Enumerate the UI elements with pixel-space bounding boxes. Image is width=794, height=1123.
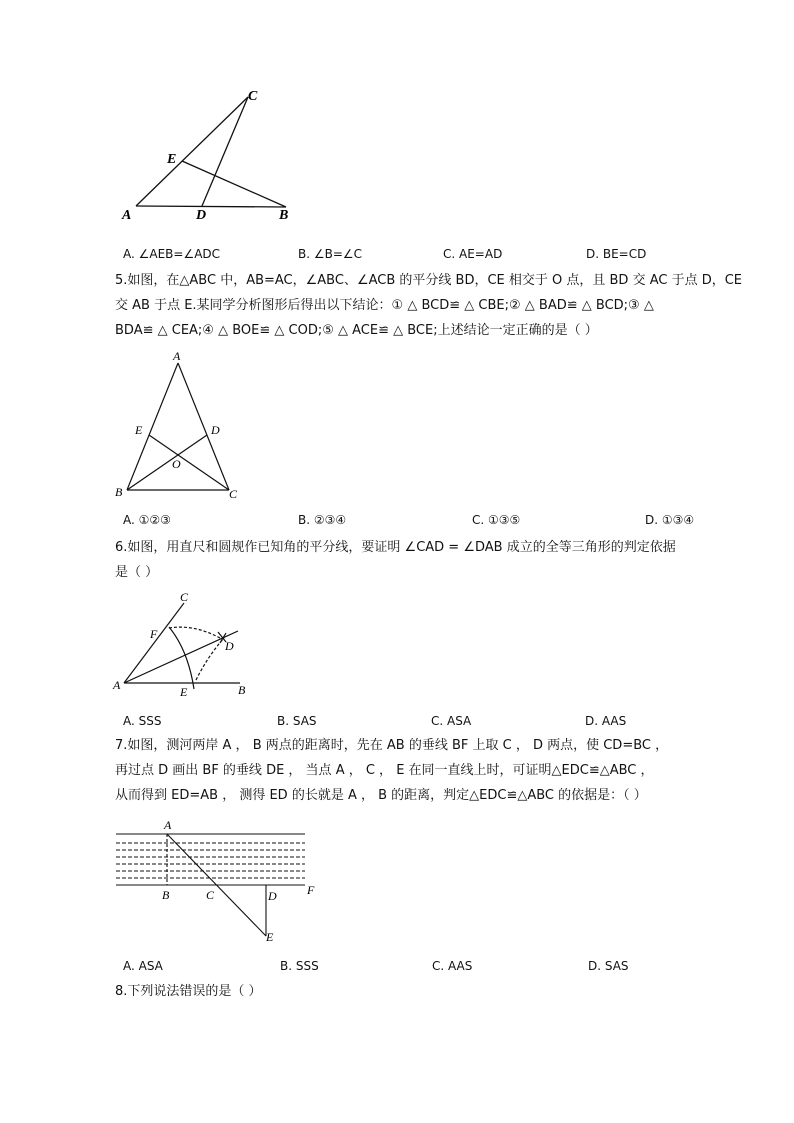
q5-label-c: C bbox=[229, 487, 238, 501]
q6-option-d: D. AAS bbox=[585, 714, 627, 728]
q5-line-2: 交 AB 于点 E.某同学分析图形后得出以下结论：① △ BCD≌ △ CBE;② △ BAD≌ △ BCD;③ △ bbox=[115, 298, 654, 313]
q6-label-e: E bbox=[180, 685, 188, 699]
q7-line-3: 从而得到 ED=AB ， 测得 ED 的长就是 A ， B 的距离，判定△EDC≌△ABC 的依据是：（ ） bbox=[115, 788, 647, 803]
q6-line-1: 6.如图，用直尺和圆规作已知角的平分线，要证明 ∠CAD = ∠DAB 成立的全等三角形的判定依据 bbox=[115, 540, 676, 555]
q6-option-c: C. ASA bbox=[431, 714, 472, 728]
q4-label-d: D bbox=[196, 208, 207, 223]
q6-label-c: C bbox=[180, 590, 189, 604]
q6-option-a: A. SSS bbox=[123, 714, 162, 728]
q4-segment-dc bbox=[202, 97, 248, 206]
q4-option-b: B. ∠B=∠C bbox=[298, 247, 363, 261]
q5-option-d: D. ①③④ bbox=[645, 513, 695, 527]
q7-label-e: E bbox=[266, 930, 274, 944]
q4-option-a: A. ∠AEB=∠ADC bbox=[123, 247, 221, 261]
q4-segment-eb bbox=[182, 161, 286, 207]
q4-figure bbox=[110, 80, 310, 230]
q7-label-c: C bbox=[206, 888, 215, 902]
q6-label-d: D bbox=[225, 639, 234, 653]
q4-label-e: E bbox=[167, 152, 177, 167]
q4-label-c: C bbox=[248, 89, 258, 104]
q6-option-b: B. SAS bbox=[277, 714, 317, 728]
q5-option-b: B. ②③④ bbox=[298, 513, 347, 527]
q5-label-b: B bbox=[115, 485, 123, 499]
q5-figure bbox=[110, 345, 250, 505]
q5-label-d: D bbox=[211, 423, 220, 437]
q6-label-b: B bbox=[238, 683, 246, 697]
q7-label-d: D bbox=[268, 889, 277, 903]
q5-segment-bd bbox=[127, 435, 207, 490]
q5-option-c: C. ①③⑤ bbox=[472, 513, 521, 527]
q6-line-2: 是（ ） bbox=[115, 565, 159, 580]
q5-label-a: A bbox=[173, 349, 181, 363]
q4-label-b: B bbox=[279, 208, 289, 223]
q7-option-d: D. SAS bbox=[588, 959, 629, 973]
q7-label-f: F bbox=[307, 883, 315, 897]
q6-label-f: F bbox=[150, 627, 158, 641]
q4-segment-ac bbox=[136, 97, 248, 206]
q5-option-a: A. ①②③ bbox=[123, 513, 171, 527]
q7-line-1: 7.如图，测河两岸 A ， B 两点的距离时，先在 AB 的垂线 BF 上取 C ， D 两点，使 CD=BC ， bbox=[115, 738, 669, 753]
q5-line-1: 5.如图，在△ABC 中，AB=AC，∠ABC、∠ACB 的平分线 BD，CE 相交于 O 点，且 BD 交 AC 于点 D，CE bbox=[115, 273, 743, 288]
q6-label-a: A bbox=[113, 678, 121, 692]
q5-line-3: BDA≌ △ CEA;④ △ BOE≌ △ COD;⑤ △ ACE≌ △ BCE;上述结论一定正确的是（ ） bbox=[115, 323, 598, 338]
q5-segment-ce bbox=[149, 435, 229, 490]
q7-label-a: A bbox=[164, 818, 172, 832]
q7-option-c: C. AAS bbox=[432, 959, 473, 973]
q8-line-1: 8.下列说法错误的是（ ） bbox=[115, 984, 262, 999]
q4-option-c: C. AE=AD bbox=[443, 247, 503, 261]
q7-figure bbox=[110, 815, 325, 945]
q6-arc-ef bbox=[169, 627, 194, 689]
q7-line-2: 再过点 D 画出 BF 的垂线 DE ， 当点 A ， C ， E 在同一直线上时，可证明△EDC≌△ABC ， bbox=[115, 763, 654, 778]
q7-option-a: A. ASA bbox=[123, 959, 163, 973]
q6-ray-ac bbox=[124, 603, 184, 683]
q5-label-e: E bbox=[135, 423, 143, 437]
q4-segment-ab bbox=[136, 206, 286, 207]
q6-ray-ad bbox=[124, 631, 238, 683]
q6-arc-f-dashed bbox=[169, 627, 220, 638]
q7-option-b: B. SSS bbox=[280, 959, 319, 973]
q4-label-a: A bbox=[122, 208, 132, 223]
q4-option-d: D. BE=CD bbox=[586, 247, 647, 261]
q5-label-o: O bbox=[172, 457, 181, 471]
q7-label-b: B bbox=[162, 888, 170, 902]
q6-figure bbox=[110, 588, 260, 703]
q5-segment-ac bbox=[178, 363, 229, 490]
